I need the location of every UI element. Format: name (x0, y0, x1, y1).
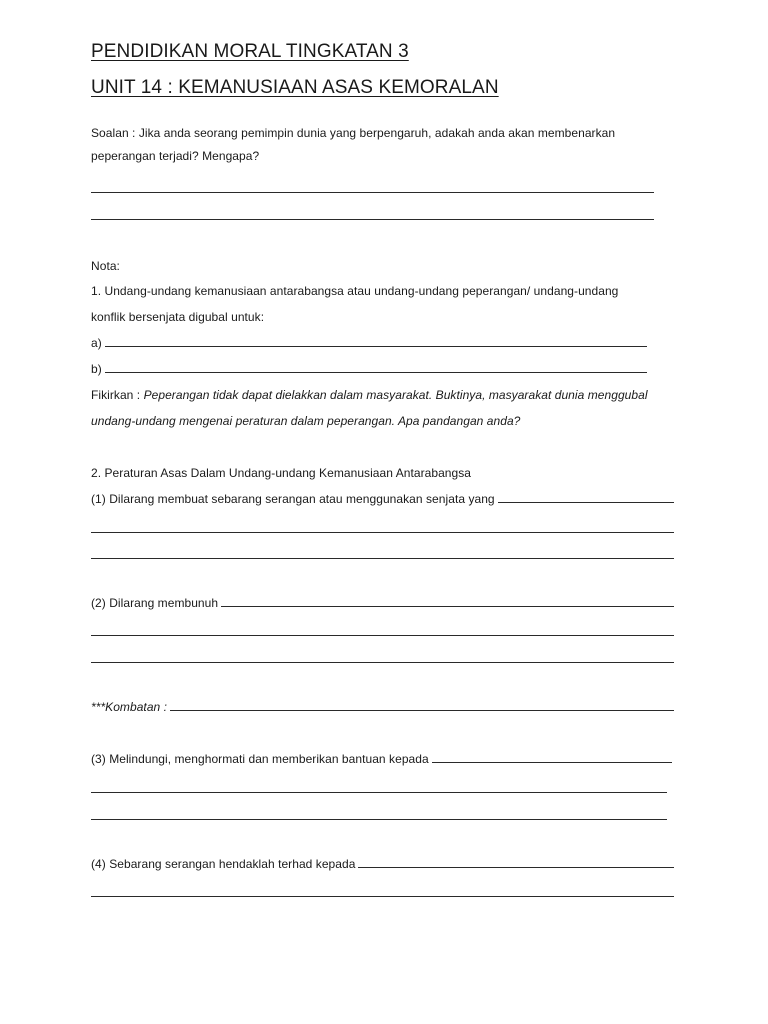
section2-heading: 2. Peraturan Asas Dalam Undang-undang Kemanusiaan Antarabangsa (91, 466, 472, 480)
answer-line[interactable] (105, 372, 647, 373)
answer-line[interactable] (91, 819, 667, 820)
answer-row-b (91, 362, 647, 376)
answer-line[interactable] (91, 558, 674, 559)
fikirkan-line-1 (91, 388, 648, 402)
answer-line[interactable] (498, 502, 674, 503)
kombatan-label: ***Kombatan : (91, 700, 168, 714)
answer-line[interactable] (91, 532, 674, 533)
item-a-label: a) (91, 336, 102, 350)
question-line-1: Soalan : Jika anda seorang pemimpin dunia yang berpengaruh, adakah anda akan membenarkan (91, 126, 616, 140)
answer-line[interactable] (221, 606, 674, 607)
rule1-text: (1) Dilarang membuat sebarang serangan atau menggunakan senjata yang (91, 492, 495, 506)
unit-title: UNIT 14 : KEMANUSIAAN ASAS KEMORALAN (91, 77, 499, 98)
question-line-2: peperangan terjadi? Mengapa? (91, 149, 260, 163)
rule4-row (91, 857, 674, 871)
answer-line[interactable] (105, 346, 647, 347)
answer-line[interactable] (91, 792, 667, 793)
fikirkan-line-2: undang-undang mengenai peraturan dalam peperangan. Apa pandangan anda? (91, 414, 521, 428)
rule2-text: (2) Dilarang membunuh (91, 596, 219, 610)
rule1-row (91, 492, 674, 506)
rule2-row (91, 596, 674, 610)
answer-line[interactable] (170, 710, 674, 711)
page-title: PENDIDIKAN MORAL TINGKATAN 3 (91, 41, 409, 62)
answer-line[interactable] (358, 867, 674, 868)
rule3-row (91, 752, 672, 766)
nota-item1-line2: konflik bersenjata digubal untuk: (91, 310, 265, 324)
answer-line[interactable] (91, 662, 674, 663)
kombatan-row (91, 700, 674, 714)
item-b-label: b) (91, 362, 102, 376)
answer-line[interactable] (91, 635, 674, 636)
rule4-text: (4) Sebarang serangan hendaklah terhad kepada (91, 857, 356, 871)
nota-item1-line1: 1. Undang-undang kemanusiaan antarabangsa atau undang-undang peperangan/ undang-undang (91, 284, 619, 298)
answer-line[interactable] (91, 896, 674, 897)
answer-line[interactable] (432, 762, 672, 763)
rule3-text: (3) Melindungi, menghormati dan memberikan bantuan kepada (91, 752, 429, 766)
fikirkan-text: Peperangan tidak dapat dielakkan dalam masyarakat. Buktinya, masyarakat dunia menggubal (143, 388, 648, 402)
answer-line[interactable] (91, 192, 654, 193)
nota-heading: Nota: (91, 259, 120, 273)
answer-row-a (91, 336, 647, 350)
fikirkan-label: Fikirkan : (91, 388, 141, 402)
answer-line[interactable] (91, 219, 654, 220)
